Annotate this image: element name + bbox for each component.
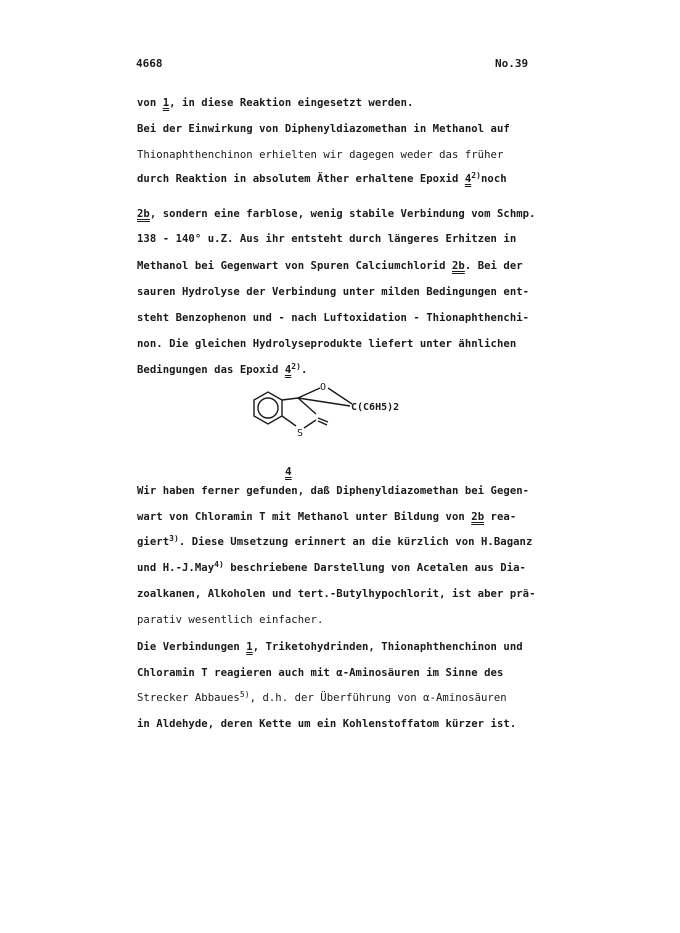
text-line: giert$^{3)}$. Diese Umsetzung erinnert an die kürzlich von H.Baganz: [137, 534, 533, 548]
text-line: Methanol bei Gegenwart von Spuren Calciumchlorid 2b. Bei der: [137, 260, 523, 272]
text-line: sauren Hydrolyse der Verbindung unter milden Bedingungen ent-: [137, 286, 530, 298]
text-line: und H.-J.May$^{4)}$ beschriebene Darstellung von Acetalen aus Dia-: [137, 560, 526, 574]
text-line: parativ wesentlich einfacher.: [137, 614, 324, 626]
text-line: non. Die gleichen Hydrolyseprodukte liefert unter ähnlichen: [137, 338, 517, 350]
text-line: Strecker Abbaues$^{5)}$, d.h. der Überführung von α-Aminosäuren: [137, 690, 507, 704]
footnote-ref: 2): [471, 171, 481, 180]
text-line: Die Verbindungen 1, Triketohydrinden, Thionaphthenchinon und: [137, 641, 523, 653]
issue-number: No.39: [495, 57, 529, 70]
page-number: 4668: [136, 57, 163, 70]
footnote-ref: 3): [169, 534, 179, 543]
chemical-structure: [238, 378, 418, 448]
compound-ref: 2b: [471, 511, 485, 523]
compound-ref: 4: [464, 173, 472, 185]
compound-ref: 1: [246, 641, 253, 653]
text-line: wart von Chloramin T mit Methanol unter Bildung von 2b rea-: [137, 511, 517, 523]
text-line: 2b, sondern eine farblose, wenig stabile Verbindung vom Schmp.: [137, 208, 536, 220]
diphenyl-group: C(C6H5)2: [351, 402, 400, 413]
footnote-ref: 2): [291, 362, 302, 371]
text-line: in Aldehyde, deren Kette um ein Kohlenstoffatom kürzer ist.: [137, 718, 517, 730]
text-line: zoalkanen, Alkoholen und tert.-Butylhypochlorit, ist aber prä-: [137, 588, 536, 600]
text-line: durch Reaktion in absolutem Äther erhaltene Epoxid 4$^{2)}$noch: [137, 171, 507, 185]
text-line: steht Benzophenon und - nach Luftoxidation - Thionaphthenchi-: [137, 312, 530, 324]
compound-ref: 2b: [137, 208, 150, 220]
text-line: Chloramin T reagieren auch mit α-Aminosäuren im Sinne des: [137, 667, 504, 679]
text-line: von 1, in diese Reaktion eingesetzt werden.: [137, 97, 414, 109]
sulfur-atom: S: [297, 428, 304, 439]
text-line: Bei der Einwirkung von Diphenyldiazomethan in Methanol auf: [137, 123, 510, 135]
compound-ref: 1: [162, 97, 170, 109]
text-line: 138 - 140° u.Z. Aus ihr entsteht durch längeres Erhitzen in: [137, 233, 517, 245]
text-line: Wir haben ferner gefunden, daß Diphenyldiazomethan bei Gegen-: [137, 485, 530, 497]
text-line: Thionaphthenchinon erhielten wir dagegen weder das früher: [137, 149, 504, 161]
footnote-ref: 5): [239, 690, 250, 699]
compound-label: 4: [285, 465, 292, 478]
compound-ref: 4: [284, 364, 292, 376]
text-line: Bedingungen das Epoxid 4$^{2)}$.: [137, 362, 308, 376]
footnote-ref: 4): [214, 560, 224, 569]
compound-ref: 2b: [451, 260, 465, 272]
oxygen-atom: O: [320, 382, 327, 393]
